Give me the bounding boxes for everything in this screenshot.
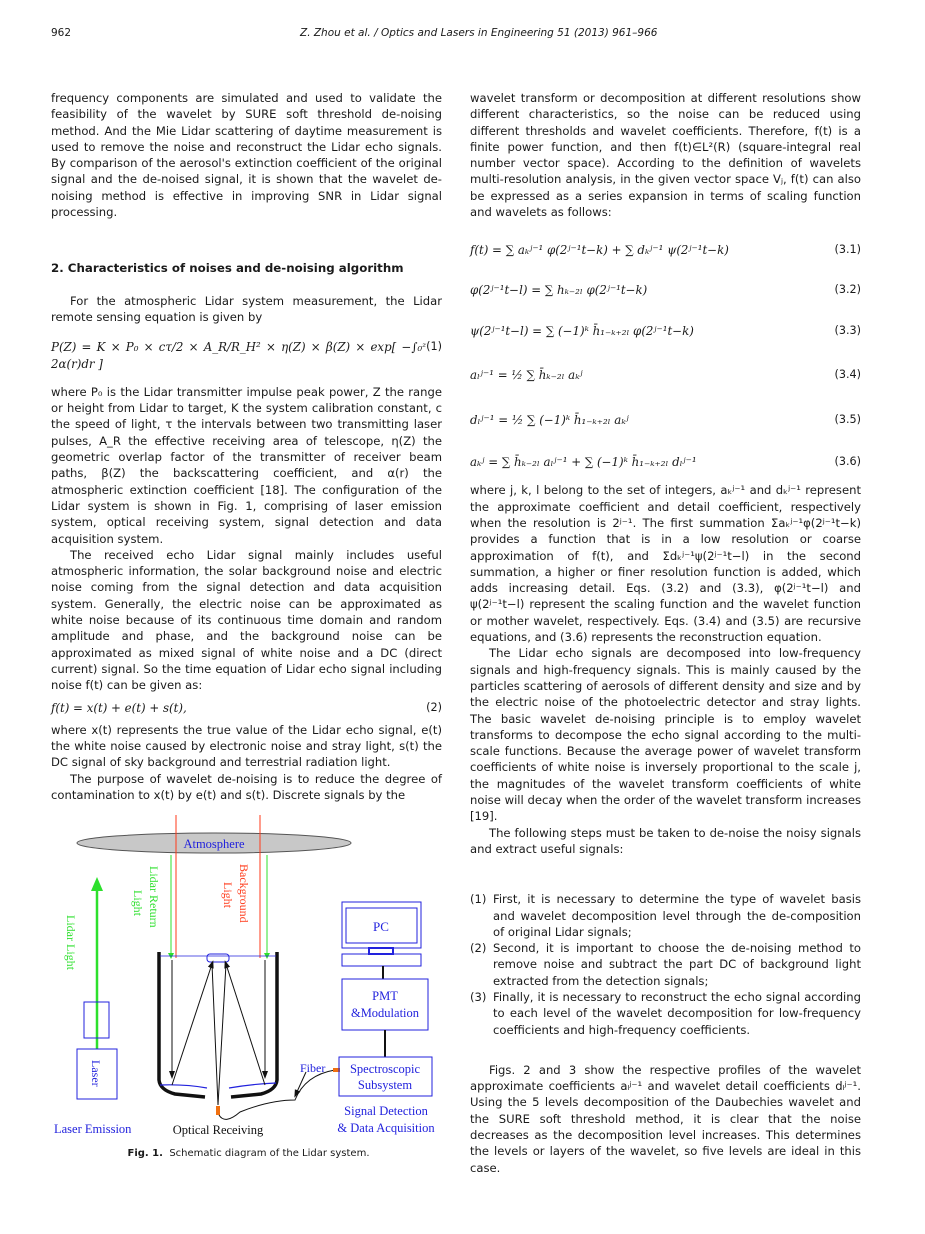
paragraph: For the atmospheric Lidar system measurement, the Lidar remote sensing equation is given by [51, 293, 442, 324]
paragraph: The purpose of wavelet de-noising is to reduce the degree of contamination to x(t) by e(t) and s(t). Discrete signals by the [51, 771, 442, 802]
lidar-return-label: Lidar Return [147, 866, 161, 928]
list-item [470, 940, 861, 989]
primary-mirror [160, 1083, 276, 1088]
list-item [470, 989, 861, 1038]
equation-expr: aₖʲ = ∑ h̄ₖ₋₂ₗ aₗʲ⁻¹ + ∑ (−1)ᵏ h̄₁₋ₖ₊₂ₗ dₗʲ⁻¹ [470, 455, 697, 470]
spectroscopic-label: Spectroscopic [349, 1062, 421, 1076]
laser-label: Laser [89, 1060, 103, 1087]
lidar-return-label-2: Light [131, 890, 145, 916]
pmt-label: PMT [372, 989, 398, 1003]
page-number: 962 [51, 27, 72, 39]
equation [470, 352, 861, 398]
caption-text: Schematic diagram of the Lidar system. [169, 1148, 370, 1159]
paragraph: The following steps must be taken to de-noise the noisy signals and extract useful signals: [470, 825, 861, 856]
ray [226, 964, 265, 1085]
equation [470, 398, 861, 442]
list-text: Second, it is important to choose the de-noising method to remove noise and subtract the part DC of background light extracted from the detection signals; [493, 941, 861, 988]
fiber-coupler [216, 1106, 220, 1115]
list-item [470, 891, 861, 940]
lidar-light-arrowhead [91, 877, 103, 891]
list-text: First, it is necessary to determine the type of wavelet basis and wavelet decomposition level through the de-composition of original Lidar signals; [493, 892, 861, 939]
steps-list [470, 891, 861, 1038]
paragraph: where P₀ is the Lidar transmitter impulse peak power, Z the range or height from Lidar to target, K the system calibration constant, c the speed of light, τ the intervals between two transmitting laser pulses, A_R the effective receiving area of telescope, η(Z) the geometric overlap factor of the transmitter of receiver beam paths, β(Z) the backscattering coefficient, and α(r) the atmospheric extinction coefficient [18]. The configuration of the Lidar system is shown in Fig. 1, comprising of laser emission system, optical receiving system, signal detection and data acquisition system. [51, 384, 442, 546]
ray [218, 964, 226, 1105]
pc-stand [369, 948, 393, 954]
paragraph: Figs. 2 and 3 show the respective profiles of the wavelet approximate coefficients aₗʲ⁻¹ and wavelet detail coefficients dₗʲ⁻¹. Using the 5 levels decomposition of the Daubechies wavelet and the SURE soft threshold method, it is clear that the noise decreases as the decomposition level increases. This determines the levels or layers of the wavelet, so five levels are ideal in this case. [470, 1062, 861, 1175]
equation [470, 442, 861, 482]
list-number: (2) [470, 941, 487, 956]
pc-base [342, 954, 421, 966]
equation-number: (2) [426, 700, 442, 714]
equation-list [470, 230, 861, 482]
laser-emission-label: Laser Emission [54, 1122, 132, 1136]
equation [470, 270, 861, 310]
equation-number: (3.1) [834, 243, 861, 257]
paragraph: frequency components are simulated and used to validate the feasibility of the wavelet by SURE soft threshold de-noising method. And the Mie Lidar scattering of daytime measurement is used to remove the noise and reconstruct the Lidar echo signals. By comparison of the aerosol's extinction coefficient of the original signal and the de-noised signal, it is shown that the wavelet de-noising method is effective in improving SNR in Lidar signal processing. [51, 91, 442, 220]
secondary-mirror [207, 954, 229, 962]
pmt-box [342, 979, 428, 1030]
equation-number: (3.3) [834, 324, 861, 338]
paragraph: The received echo Lidar signal mainly includes useful atmospheric information, the solar background noise and electric noise coming from the signal detection and data acquisition system. Generally, the electric noise can be approximated as white noise because of its continuous time domain and random amplitude and phase, and the background noise can be approximated as mixed signal of white noise and a DC (direct current) signal. So the time equation of Lidar echo signal including noise f(t) can be given as: [51, 547, 442, 693]
right-column [470, 90, 861, 1176]
list-number: (1) [470, 892, 487, 907]
equation-number: (1) [426, 340, 442, 354]
background-label-2: Light [221, 882, 235, 908]
paragraph: The Lidar echo signals are decomposed into low-frequency signals and high-frequency signals. This is mainly caused by the particles scattering of aerosols of different density and size and by the electric noise of the photoelectric detector and stray lights. The basic wavelet de-noising principle is to employ wavelet transforms to decompose the echo signal according to the multi-scale functions. Because the average power of wavelet transform coefficients of white noise is inversely proportional to the scale j, the magnitudes of the wavelet transform coefficients of white noise will decay when the order of the wavelet transform increases [19]. [470, 646, 861, 824]
equation [470, 230, 861, 270]
ray [212, 964, 218, 1105]
lidar-light-label: Lidar Light [64, 915, 78, 970]
telescope-wall-right [231, 952, 277, 1097]
equation-number: (3.6) [834, 455, 861, 469]
spectroscopic-label-2: Subsystem [357, 1078, 413, 1092]
paragraph: wavelet transform or decomposition at different resolutions show different characteristics, so the noise can be reduced using different thresholds and wavelet coefficients. Therefore, f(t) is a finite power function, and then f(t)∈L²(R) (square-integral real number vector space). According to the definition of wavelets multi-resolution analysis, in the given vector space Vⱼ, f(t) can also be expressed as a series expansion in terms of scaling function and wavelets as follows: [470, 91, 861, 220]
equation-number: (3.4) [834, 368, 861, 382]
list-number: (3) [470, 989, 487, 1004]
equation-expr: φ(2ʲ⁻¹t−l) = ∑ hₖ₋₂ₗ φ(2ʲ⁻¹t−k) [470, 283, 648, 298]
paragraph: where x(t) represents the true value of the Lidar echo signal, e(t) the white noise caused by electronic noise and stray light, s(t) the DC signal of sky background and terrestrial radiation light. [51, 722, 442, 770]
fiber-label: Fiber [300, 1061, 326, 1075]
optical-receiving-label: Optical Receiving [172, 1123, 264, 1137]
equation-expr: dₗʲ⁻¹ = ½ ∑ (−1)ᵏ h̄₁₋ₖ₊₂ₗ aₖʲ [470, 413, 629, 428]
section-heading: 2. Characteristics of noises and de-noising algorithm [51, 261, 404, 276]
fiber-pointer [296, 1072, 306, 1094]
signal-detection-label-2: & Data Acquisition [337, 1121, 435, 1135]
equation-expr: ψ(2ʲ⁻¹t−l) = ∑ (−1)ᵏ h̄₁₋ₖ₊₂ₗ φ(2ʲ⁻¹t−k) [470, 324, 694, 339]
equation-number: (3.2) [834, 283, 861, 297]
signal-detection-label: Signal Detection [344, 1104, 428, 1118]
background-label: Background [237, 864, 251, 923]
figure-caption [50, 1148, 447, 1159]
equation-number: (3.5) [834, 413, 861, 427]
equation [470, 310, 861, 352]
running-header: Z. Zhou et al. / Optics and Lasers in Engineering 51 (2013) 961–966 [300, 27, 658, 39]
equation-expr: P(Z) = K × P₀ × cτ/2 × A_R/R_H² × η(Z) × β(Z) × exp[ −∫₀ᶻ 2α(r)dr ] [51, 340, 427, 371]
ray [172, 964, 212, 1085]
pmt-label-2: &Modulation [350, 1006, 420, 1020]
figure-label: Fig. 1. [127, 1148, 163, 1159]
equation-expr: f(t) = x(t) + e(t) + s(t), [51, 700, 187, 715]
pc-label: PC [373, 919, 389, 934]
list-text: Finally, it is necessary to reconstruct the echo signal according to each level of the wavelet decomposition for low-frequency coefficients and high-frequency coefficients. [493, 989, 861, 1037]
equation-expr: aₗʲ⁻¹ = ½ ∑ h̄ₖ₋₂ₗ aₖʲ [470, 368, 583, 383]
atmosphere-label: Atmosphere [183, 837, 245, 851]
telescope-wall-left [159, 952, 205, 1097]
paragraph: where j, k, l belong to the set of integers, aₖʲ⁻¹ and dₖʲ⁻¹ represent the approximate coefficient and detail coefficient, respectively when the resolution is 2ʲ⁻¹. The first summation Σaₖʲ⁻¹φ(2ʲ⁻¹t−k) provides a function that is in a low resolution or coarse approximation of f(t), and Σdₖʲ⁻¹ψ(2ʲ⁻¹t−l) in the second summation, a higher or finer resolution function is added, which adds increasing detail. Eqs. (3.2) and (3.3), φ(2ʲ⁻¹t−l) and ψ(2ʲ⁻¹t−l) represent the scaling function and the wavelet function or mother wavelet, respectively. Eqs. (3.4) and (3.5) are recursive equations, and (3.6) represents the reconstruction equation. [470, 483, 861, 645]
equation-expr: f(t) = ∑ aₖʲ⁻¹ φ(2ʲ⁻¹t−k) + ∑ dₖʲ⁻¹ ψ(2ʲ⁻¹t−k) [470, 243, 729, 258]
